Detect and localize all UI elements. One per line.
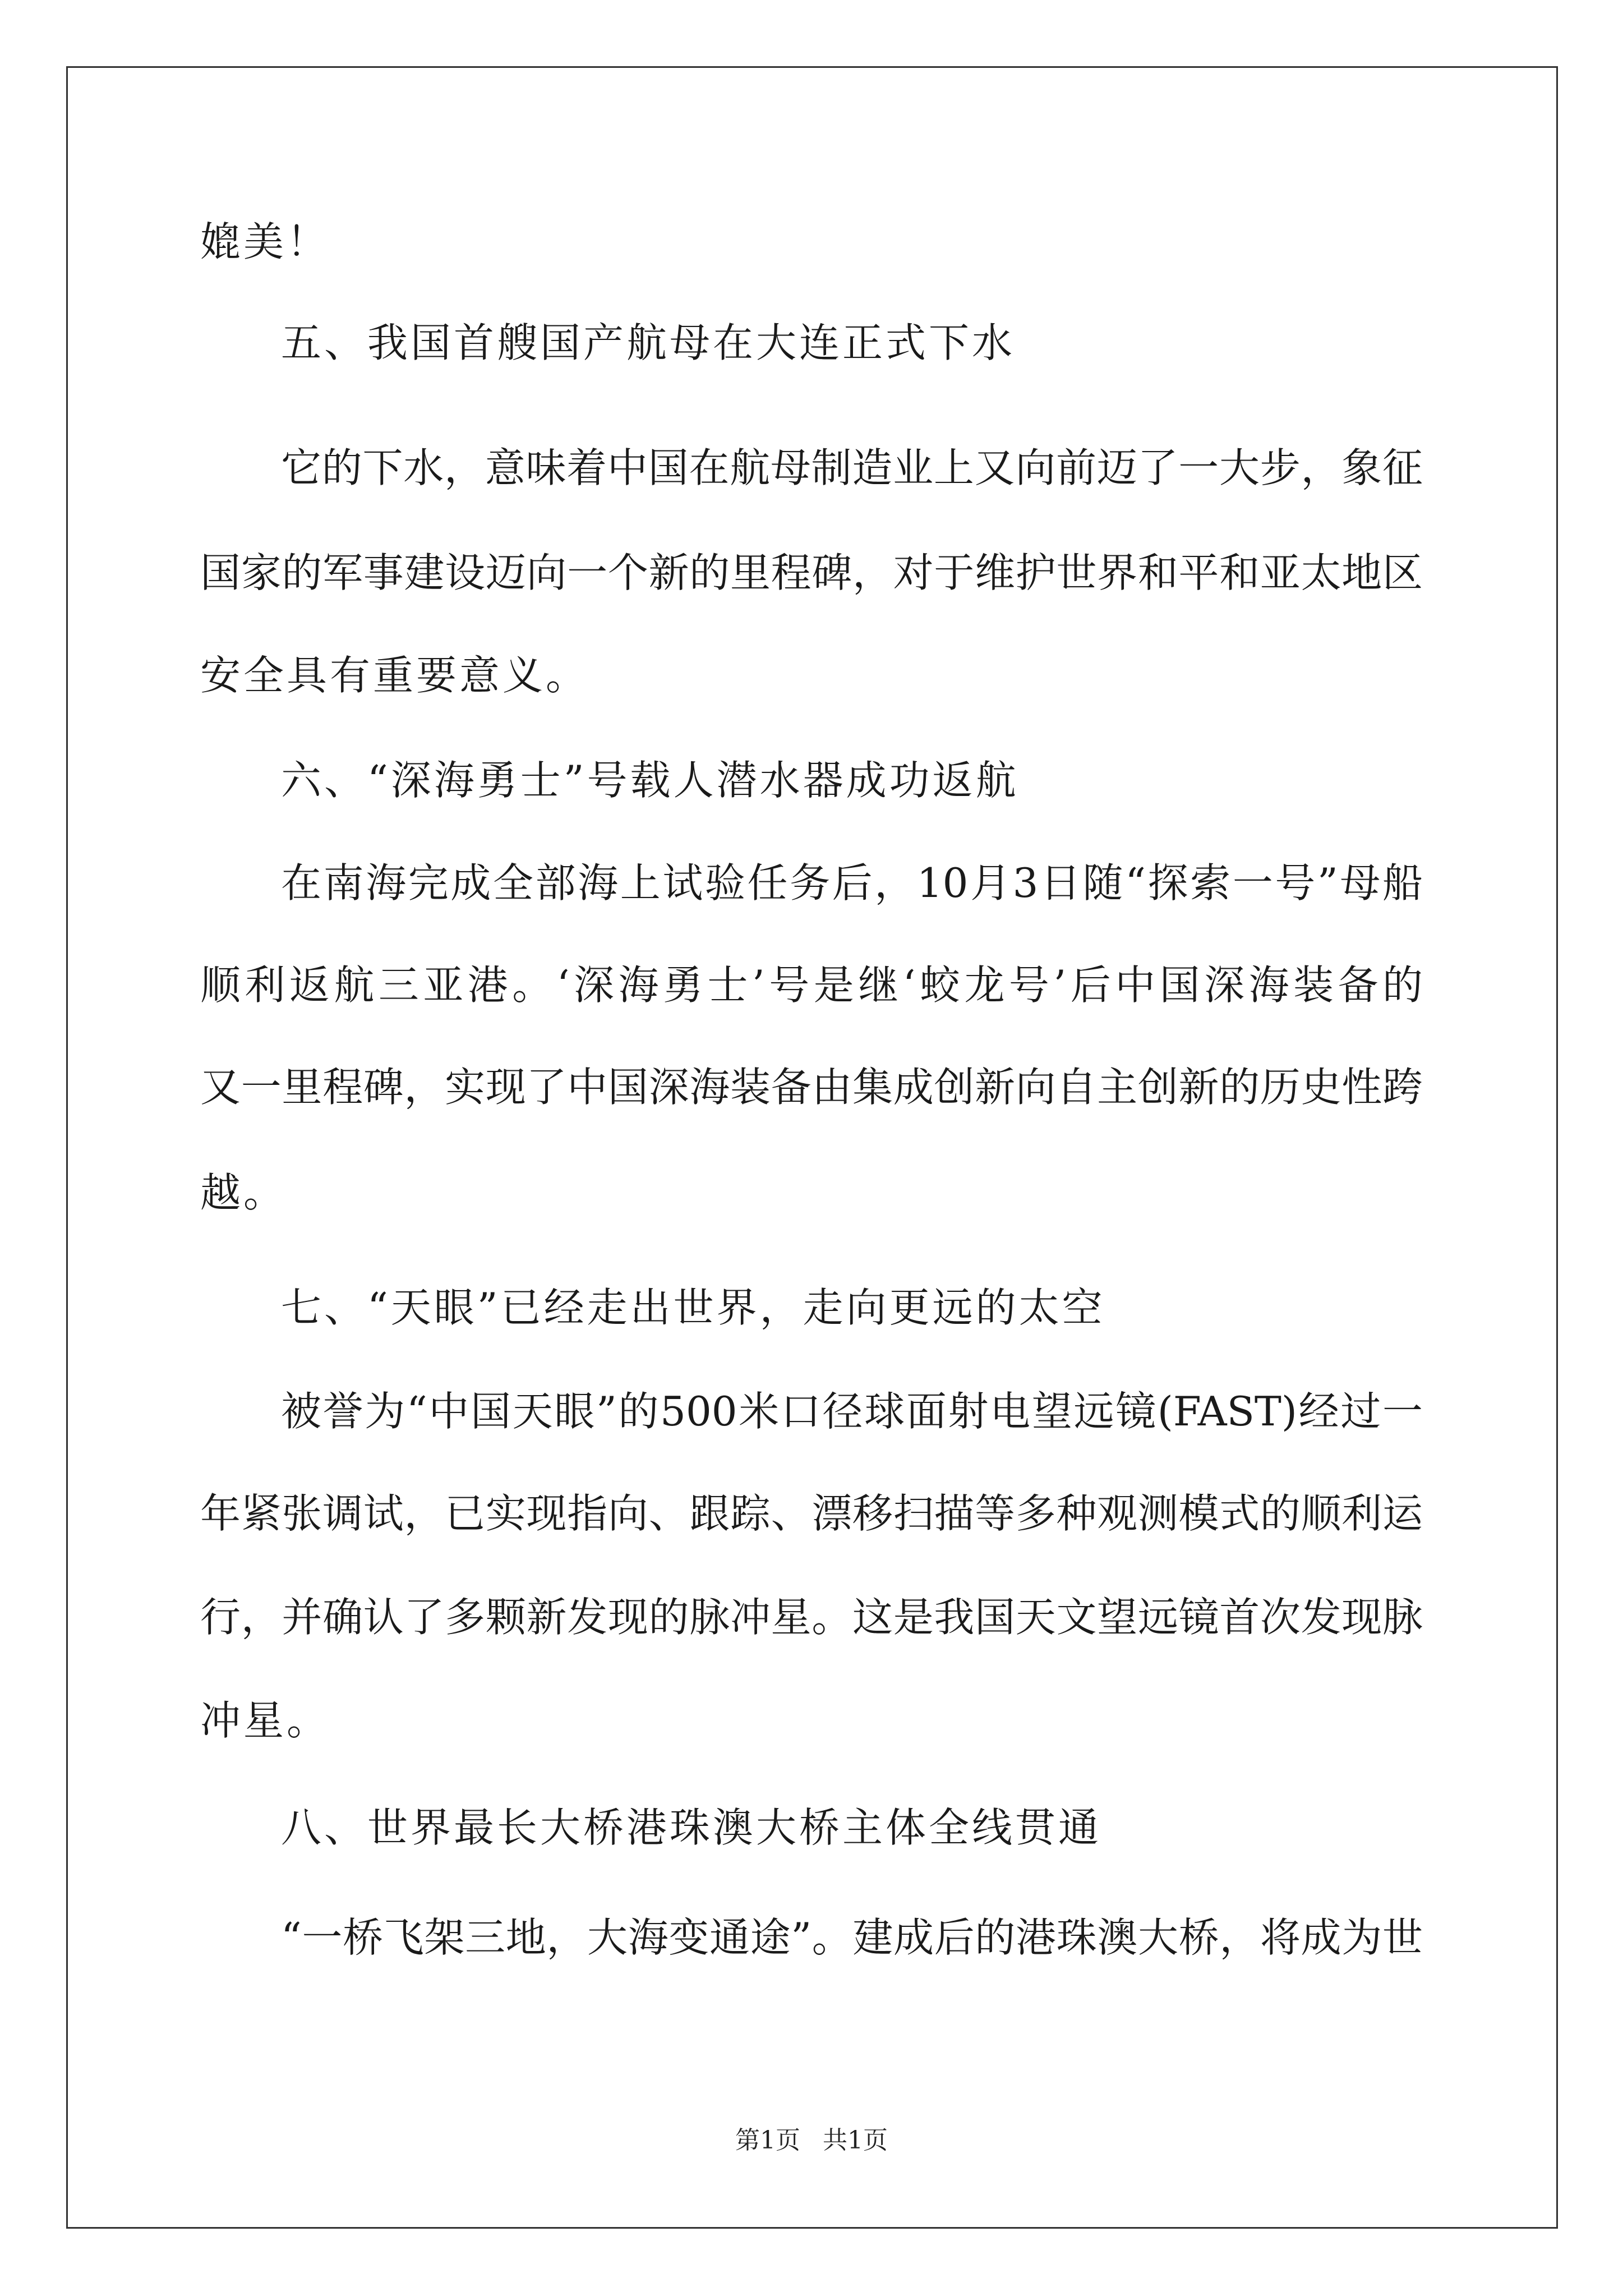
page-border [66, 66, 1558, 2229]
paragraph-line: 冲星。 [200, 1697, 330, 1744]
paragraph-line: 顺利返航三亚港。‘深海勇士’号是继‘蛟龙号’后中国深海装备的 [200, 961, 1423, 1009]
page-total: 共1页 [823, 2126, 888, 2155]
paragraph-line: 又一里程碑，实现了中国深海装备由集成创新向自主创新的历史性跨 [200, 1064, 1423, 1111]
paragraph-line: 年紧张调试，已实现指向、跟踪、漂移扫描等多种观测模式的顺利运 [200, 1490, 1423, 1537]
paragraph-line: 越。 [200, 1169, 287, 1216]
paragraph-line: 媲美！ [200, 218, 330, 265]
paragraph-line: 国家的军事建设迈向一个新的里程碑，对于维护世界和平和亚太地区 [200, 549, 1423, 596]
section-heading-7: 七、“天眼”已经走出世界，走向更远的太空 [281, 1284, 1105, 1331]
paragraph-line: 被誉为“中国天眼”的500米口径球面射电望远镜(FAST)经过一 [281, 1388, 1423, 1435]
paragraph-line: 它的下水，意味着中国在航母制造业上又向前迈了一大步，象征 [281, 444, 1423, 491]
section-heading-8: 八、世界最长大桥港珠澳大桥主体全线贯通 [281, 1804, 1102, 1851]
paragraph-line: “一桥飞架三地，大海变通途”。建成后的港珠澳大桥，将成为世 [281, 1914, 1423, 1961]
section-heading-5: 五、我国首艘国产航母在大连正式下水 [281, 319, 1016, 366]
paragraph-line: 行，并确认了多颗新发现的脉冲星。这是我国天文望远镜首次发现脉 [200, 1594, 1423, 1641]
paragraph-line: 安全具有重要意义。 [200, 652, 589, 699]
section-heading-6: 六、“深海勇士”号载人潜水器成功返航 [281, 757, 1019, 804]
page-number: 第1页 [735, 2126, 800, 2155]
page-footer [0, 2128, 1623, 2153]
paragraph-line: 在南海完成全部海上试验任务后，10月3日随“探索一号”母船 [281, 859, 1423, 907]
